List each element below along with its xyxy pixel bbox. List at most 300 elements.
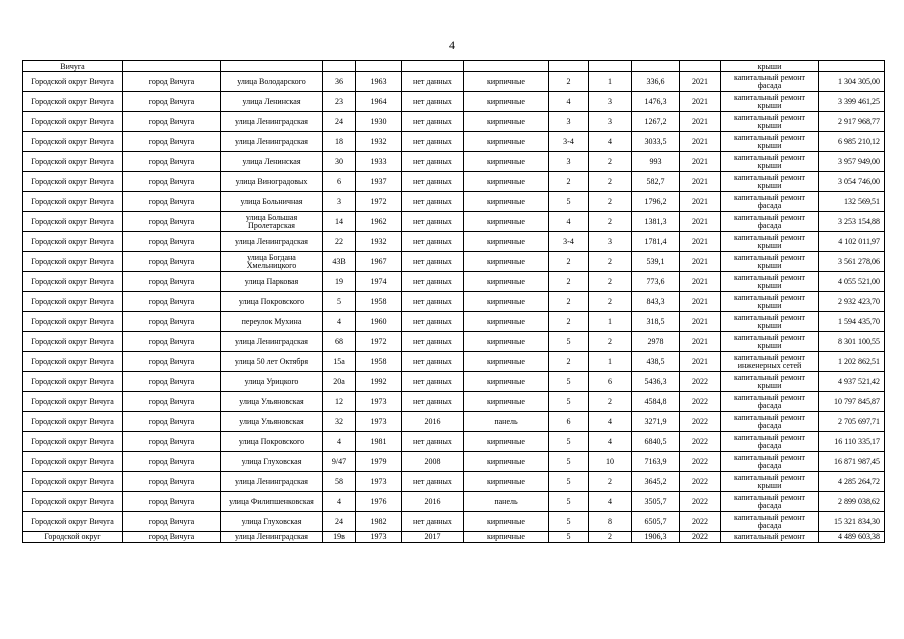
table-cell: кирпичные (464, 512, 549, 532)
table-cell: 2021 (680, 212, 721, 232)
table-cell: город Вичуга (123, 392, 221, 412)
table-cell: нет данных (402, 312, 464, 332)
table-cell: 3-4 (549, 232, 589, 252)
table-cell: капитальный ремонт фасада (721, 452, 819, 472)
table-cell: 1 594 435,70 (819, 312, 885, 332)
table-cell: 16 110 335,17 (819, 432, 885, 452)
table-cell: 2 (589, 472, 632, 492)
table-cell: 2 932 423,70 (819, 292, 885, 312)
table-cell: кирпичные (464, 332, 549, 352)
table-cell: 438,5 (632, 352, 680, 372)
table-row (23, 432, 885, 452)
table-cell: 5 (549, 332, 589, 352)
table-cell: 4 (549, 92, 589, 112)
table-cell: нет данных (402, 72, 464, 92)
table-cell: улица Виноградовых (221, 172, 323, 192)
table-cell: 1267,2 (632, 112, 680, 132)
table-cell: город Вичуга (123, 232, 221, 252)
table-row (23, 192, 885, 212)
table-cell: капитальный ремонт крыши (721, 292, 819, 312)
table-cell: капитальный ремонт инженерных сетей (721, 352, 819, 372)
table-cell: 2021 (680, 132, 721, 152)
table-cell: 2021 (680, 92, 721, 112)
table-cell: 2 899 038,62 (819, 492, 885, 512)
table-cell: 5 (549, 492, 589, 512)
table-cell: Городской округ Вичуга (23, 372, 123, 392)
table-cell: 843,3 (632, 292, 680, 312)
table-cell: 1476,3 (632, 92, 680, 112)
table-cell: 318,5 (632, 312, 680, 332)
table-cell: 2021 (680, 152, 721, 172)
table-cell: улица Володарского (221, 72, 323, 92)
table-cell: город Вичуга (123, 532, 221, 543)
table-cell: нет данных (402, 392, 464, 412)
table-cell: 2 (589, 532, 632, 543)
table-cell: 1781,4 (632, 232, 680, 252)
table-cell: 2 (549, 72, 589, 92)
table-cell: 32 (323, 412, 356, 432)
table-cell: кирпичные (464, 92, 549, 112)
table-cell: улица Покровского (221, 292, 323, 312)
table-cell: улица Большая Пролетарская (221, 212, 323, 232)
table-cell: Городской округ Вичуга (23, 432, 123, 452)
table-cell: 2 (549, 352, 589, 372)
table-cell: 5 (549, 432, 589, 452)
table-cell: Городской округ Вичуга (23, 352, 123, 372)
table-cell: 58 (323, 472, 356, 492)
table-cell: нет данных (402, 252, 464, 272)
table-cell: панель (464, 412, 549, 432)
table-cell: 10 (589, 452, 632, 472)
table-cell: кирпичные (464, 172, 549, 192)
table-cell: город Вичуга (123, 452, 221, 472)
table-cell: 9/47 (323, 452, 356, 472)
table-cell: 2022 (680, 392, 721, 412)
table-cell (819, 61, 885, 72)
table-row (23, 332, 885, 352)
table-cell: капитальный ремонт крыши (721, 332, 819, 352)
table-cell: капитальный ремонт фасада (721, 512, 819, 532)
table-cell: 23 (323, 92, 356, 112)
table-cell: город Вичуга (123, 492, 221, 512)
table-cell: капитальный ремонт фасада (721, 432, 819, 452)
table-cell: капитальный ремонт (721, 532, 819, 543)
table-cell: 2 (589, 192, 632, 212)
table-row (23, 152, 885, 172)
table-cell: 3271,9 (632, 412, 680, 432)
table-cell: 6840,5 (632, 432, 680, 452)
table-cell: кирпичные (464, 372, 549, 392)
table-row (23, 472, 885, 492)
table-cell: улица Урицкого (221, 372, 323, 392)
table-cell: 2016 (402, 492, 464, 512)
table-cell: нет данных (402, 232, 464, 252)
table-cell: нет данных (402, 272, 464, 292)
table-cell: 2021 (680, 192, 721, 212)
table-cell: 2 (549, 172, 589, 192)
table-cell: 3505,7 (632, 492, 680, 512)
table-cell: 2021 (680, 292, 721, 312)
table-cell: Городской округ Вичуга (23, 172, 123, 192)
table-cell: 1 202 862,51 (819, 352, 885, 372)
table-cell: Городской округ Вичуга (23, 332, 123, 352)
table-cell: 1933 (356, 152, 402, 172)
table-cell: Городской округ Вичуга (23, 72, 123, 92)
table-cell: улица Больничная (221, 192, 323, 212)
table-cell: 2021 (680, 312, 721, 332)
table-cell: нет данных (402, 212, 464, 232)
table-cell: 18 (323, 132, 356, 152)
table-cell: город Вичуга (123, 332, 221, 352)
table-cell: капитальный ремонт крыши (721, 272, 819, 292)
table-cell: 22 (323, 232, 356, 252)
table-cell: 2008 (402, 452, 464, 472)
table-cell: 2 (549, 312, 589, 332)
table-cell: 4 (589, 132, 632, 152)
table-cell: 2021 (680, 332, 721, 352)
table-cell: 1963 (356, 72, 402, 92)
table-cell: улица Покровского (221, 432, 323, 452)
table-row-continued (23, 61, 885, 72)
table-row (23, 352, 885, 372)
table-cell: улица Ленинградская (221, 472, 323, 492)
table-cell: улица Ленинская (221, 152, 323, 172)
table-cell: Городской округ Вичуга (23, 232, 123, 252)
table-cell: улица 50 лет Октября (221, 352, 323, 372)
table-cell: нет данных (402, 472, 464, 492)
table-cell: 1982 (356, 512, 402, 532)
table-cell: 15 321 834,30 (819, 512, 885, 532)
table-cell: нет данных (402, 112, 464, 132)
table-cell: нет данных (402, 432, 464, 452)
table-cell: кирпичные (464, 212, 549, 232)
table-cell: Городской округ Вичуга (23, 132, 123, 152)
table-cell: улица Богдана Хмельницкого (221, 252, 323, 272)
table-cell: 1960 (356, 312, 402, 332)
table-cell: 6 (323, 172, 356, 192)
table-cell: город Вичуга (123, 92, 221, 112)
table-cell: кирпичные (464, 152, 549, 172)
table-cell: 1796,2 (632, 192, 680, 212)
table-cell: 773,6 (632, 272, 680, 292)
table-cell: 2 (589, 252, 632, 272)
table-cell: город Вичуга (123, 192, 221, 212)
table-cell: кирпичные (464, 132, 549, 152)
table-cell: 4 055 521,00 (819, 272, 885, 292)
table-cell: 6 (549, 412, 589, 432)
table-cell: Городской округ Вичуга (23, 92, 123, 112)
table-cell: 5 (549, 452, 589, 472)
table-cell: 20а (323, 372, 356, 392)
table-cell: 1973 (356, 532, 402, 543)
table-cell: 1979 (356, 452, 402, 472)
table-row (23, 232, 885, 252)
table-cell: Городской округ Вичуга (23, 272, 123, 292)
table-body (23, 61, 885, 543)
table-cell: 4584,8 (632, 392, 680, 412)
table-cell: Городской округ Вичуга (23, 152, 123, 172)
table-cell: 4 102 011,97 (819, 232, 885, 252)
table-cell: 5 (549, 392, 589, 412)
table-cell: 132 569,51 (819, 192, 885, 212)
table-cell: 14 (323, 212, 356, 232)
table-cell (632, 61, 680, 72)
table-cell: кирпичные (464, 232, 549, 252)
table-cell: 1 (589, 72, 632, 92)
table-cell: Городской округ Вичуга (23, 312, 123, 332)
table-cell: улица Ульяновская (221, 412, 323, 432)
table-cell: 2022 (680, 372, 721, 392)
table-cell: 3 054 746,00 (819, 172, 885, 192)
table-cell: 4 (323, 312, 356, 332)
table-cell: город Вичуга (123, 252, 221, 272)
table-cell: 3 (549, 112, 589, 132)
table-cell: 10 797 845,87 (819, 392, 885, 412)
table-cell: город Вичуга (123, 292, 221, 312)
table-cell: 6505,7 (632, 512, 680, 532)
table-cell: 1976 (356, 492, 402, 512)
table-cell: 4 489 603,38 (819, 532, 885, 543)
table-cell: 2021 (680, 272, 721, 292)
table-cell: капитальный ремонт фасада (721, 412, 819, 432)
table-cell: 2021 (680, 232, 721, 252)
page-number: 4 (449, 38, 455, 52)
table-cell: город Вичуга (123, 512, 221, 532)
table-cell (221, 61, 323, 72)
table-cell: нет данных (402, 352, 464, 372)
table-cell: 2 (589, 392, 632, 412)
table-cell: нет данных (402, 172, 464, 192)
table-cell: Городской округ (23, 532, 123, 543)
table-cell: 2022 (680, 492, 721, 512)
table-cell: 1381,3 (632, 212, 680, 232)
table-cell: 2 705 697,71 (819, 412, 885, 432)
table-cell: 1932 (356, 132, 402, 152)
table-cell: 2 (589, 292, 632, 312)
table-cell: Вичуга (23, 61, 123, 72)
table-cell: 1974 (356, 272, 402, 292)
table-cell: город Вичуга (123, 472, 221, 492)
table-cell: 4 (549, 212, 589, 232)
table-cell (549, 61, 589, 72)
table-cell: 1972 (356, 332, 402, 352)
table-cell: 15а (323, 352, 356, 372)
table-cell: Городской округ Вичуга (23, 292, 123, 312)
table-cell: нет данных (402, 512, 464, 532)
table-cell (123, 61, 221, 72)
table-cell: Городской округ Вичуга (23, 452, 123, 472)
table-cell: 5 (549, 192, 589, 212)
table-cell: Городской округ Вичуга (23, 472, 123, 492)
table-cell: город Вичуга (123, 172, 221, 192)
table-row (23, 112, 885, 132)
table-cell: 6 985 210,12 (819, 132, 885, 152)
table-cell: 1973 (356, 472, 402, 492)
table-cell: 993 (632, 152, 680, 172)
table-cell: город Вичуга (123, 212, 221, 232)
table-cell (680, 61, 721, 72)
table-row (23, 172, 885, 192)
table-cell: Городской округ Вичуга (23, 212, 123, 232)
table-cell: город Вичуга (123, 432, 221, 452)
table-cell: 2021 (680, 352, 721, 372)
table-cell (323, 61, 356, 72)
table-cell: капитальный ремонт фасада (721, 72, 819, 92)
table-cell: 3 253 154,88 (819, 212, 885, 232)
table-cell: 3033,5 (632, 132, 680, 152)
table-cell: нет данных (402, 332, 464, 352)
table-row (23, 532, 885, 543)
table-row (23, 72, 885, 92)
table-cell: 1973 (356, 392, 402, 412)
table-row (23, 392, 885, 412)
table-cell: 8 (589, 512, 632, 532)
table-cell: 5 (549, 372, 589, 392)
table-cell: 4 (323, 492, 356, 512)
table-cell: 3 561 278,06 (819, 252, 885, 272)
table-cell: улица Глуховская (221, 512, 323, 532)
table-cell: 1937 (356, 172, 402, 192)
table-cell: кирпичные (464, 72, 549, 92)
table-cell: кирпичные (464, 532, 549, 543)
table-cell: 3645,2 (632, 472, 680, 492)
table-cell: нет данных (402, 292, 464, 312)
table-cell: 2016 (402, 412, 464, 432)
table-cell: 1 (589, 312, 632, 332)
table-cell: 5 (549, 532, 589, 543)
table-cell: Городской округ Вичуга (23, 492, 123, 512)
table-cell (464, 61, 549, 72)
table-cell: 19 (323, 272, 356, 292)
table-row (23, 132, 885, 152)
table-row (23, 372, 885, 392)
table-cell: крыши (721, 61, 819, 72)
table-cell: 336,6 (632, 72, 680, 92)
table-row (23, 272, 885, 292)
table-cell: город Вичуга (123, 412, 221, 432)
table-cell: 2 (589, 332, 632, 352)
table-cell: 2021 (680, 72, 721, 92)
table-cell: кирпичные (464, 352, 549, 372)
table-cell: 4 (589, 492, 632, 512)
table-cell: 2022 (680, 512, 721, 532)
table-cell: кирпичные (464, 392, 549, 412)
table-cell: 2 (589, 172, 632, 192)
table-cell: капитальный ремонт крыши (721, 252, 819, 272)
table-row (23, 452, 885, 472)
table-cell: капитальный ремонт фасада (721, 392, 819, 412)
table-cell: переулок Мухина (221, 312, 323, 332)
table-cell: 1973 (356, 412, 402, 432)
table-cell: 19в (323, 532, 356, 543)
table-cell: 43В (323, 252, 356, 272)
table-cell: 2022 (680, 472, 721, 492)
table-cell: 6 (589, 372, 632, 392)
table-cell: 1 304 305,00 (819, 72, 885, 92)
table-cell: 16 871 987,45 (819, 452, 885, 472)
table-cell: город Вичуга (123, 112, 221, 132)
table-cell: 36 (323, 72, 356, 92)
table-row (23, 292, 885, 312)
table-cell: 68 (323, 332, 356, 352)
table-cell: Городской округ Вичуга (23, 192, 123, 212)
table-cell: 2017 (402, 532, 464, 543)
table-cell: Городской округ Вичуга (23, 512, 123, 532)
table-cell: нет данных (402, 152, 464, 172)
housing-repair-table (22, 60, 885, 543)
table-cell: 2 (589, 272, 632, 292)
table-cell: нет данных (402, 132, 464, 152)
table-cell: Городской округ Вичуга (23, 392, 123, 412)
table-cell: капитальный ремонт крыши (721, 152, 819, 172)
table-cell (402, 61, 464, 72)
table-cell: капитальный ремонт крыши (721, 132, 819, 152)
table-row (23, 92, 885, 112)
table-cell: кирпичные (464, 312, 549, 332)
table-cell: 2 (549, 292, 589, 312)
table-cell: капитальный ремонт крыши (721, 172, 819, 192)
table-cell: 5 (549, 512, 589, 532)
table-cell: 1962 (356, 212, 402, 232)
table-cell: 1972 (356, 192, 402, 212)
table-cell: 2022 (680, 532, 721, 543)
table-cell: кирпичные (464, 292, 549, 312)
table-cell (356, 61, 402, 72)
table-cell: 1 (589, 352, 632, 372)
table-cell: кирпичные (464, 452, 549, 472)
table-row (23, 252, 885, 272)
table-cell: 24 (323, 512, 356, 532)
table-cell: улица Ленинградская (221, 532, 323, 543)
table-cell: 4 (589, 432, 632, 452)
table-cell: кирпичные (464, 192, 549, 212)
table-cell: капитальный ремонт крыши (721, 92, 819, 112)
table-cell: кирпичные (464, 252, 549, 272)
table-cell: капитальный ремонт фасада (721, 192, 819, 212)
table-cell: улица Парковая (221, 272, 323, 292)
table-cell: кирпичные (464, 432, 549, 452)
table-cell: кирпичные (464, 272, 549, 292)
table-cell: 5 (549, 472, 589, 492)
table-cell: нет данных (402, 372, 464, 392)
table-cell: нет данных (402, 92, 464, 112)
table-cell: 3 399 461,25 (819, 92, 885, 112)
table-cell: 4 (589, 412, 632, 432)
table-cell: улица Ленинградская (221, 132, 323, 152)
table-cell: 7163,9 (632, 452, 680, 472)
table-cell: улица Ленинградская (221, 332, 323, 352)
table-cell: город Вичуга (123, 312, 221, 332)
table-row (23, 312, 885, 332)
table-row (23, 512, 885, 532)
table-cell: 2021 (680, 172, 721, 192)
table-cell: 1964 (356, 92, 402, 112)
table-cell: 1932 (356, 232, 402, 252)
table-cell: 24 (323, 112, 356, 132)
table-cell: 2022 (680, 452, 721, 472)
table-cell: панель (464, 492, 549, 512)
table-cell: Городской округ Вичуга (23, 252, 123, 272)
table-cell: 3-4 (549, 132, 589, 152)
table-cell: 4 (323, 432, 356, 452)
table-row (23, 212, 885, 232)
table-cell: капитальный ремонт крыши (721, 112, 819, 132)
table-cell: кирпичные (464, 472, 549, 492)
table-cell: 1992 (356, 372, 402, 392)
table-cell: 3 (589, 232, 632, 252)
table-cell: 4 285 264,72 (819, 472, 885, 492)
table-cell: капитальный ремонт крыши (721, 472, 819, 492)
